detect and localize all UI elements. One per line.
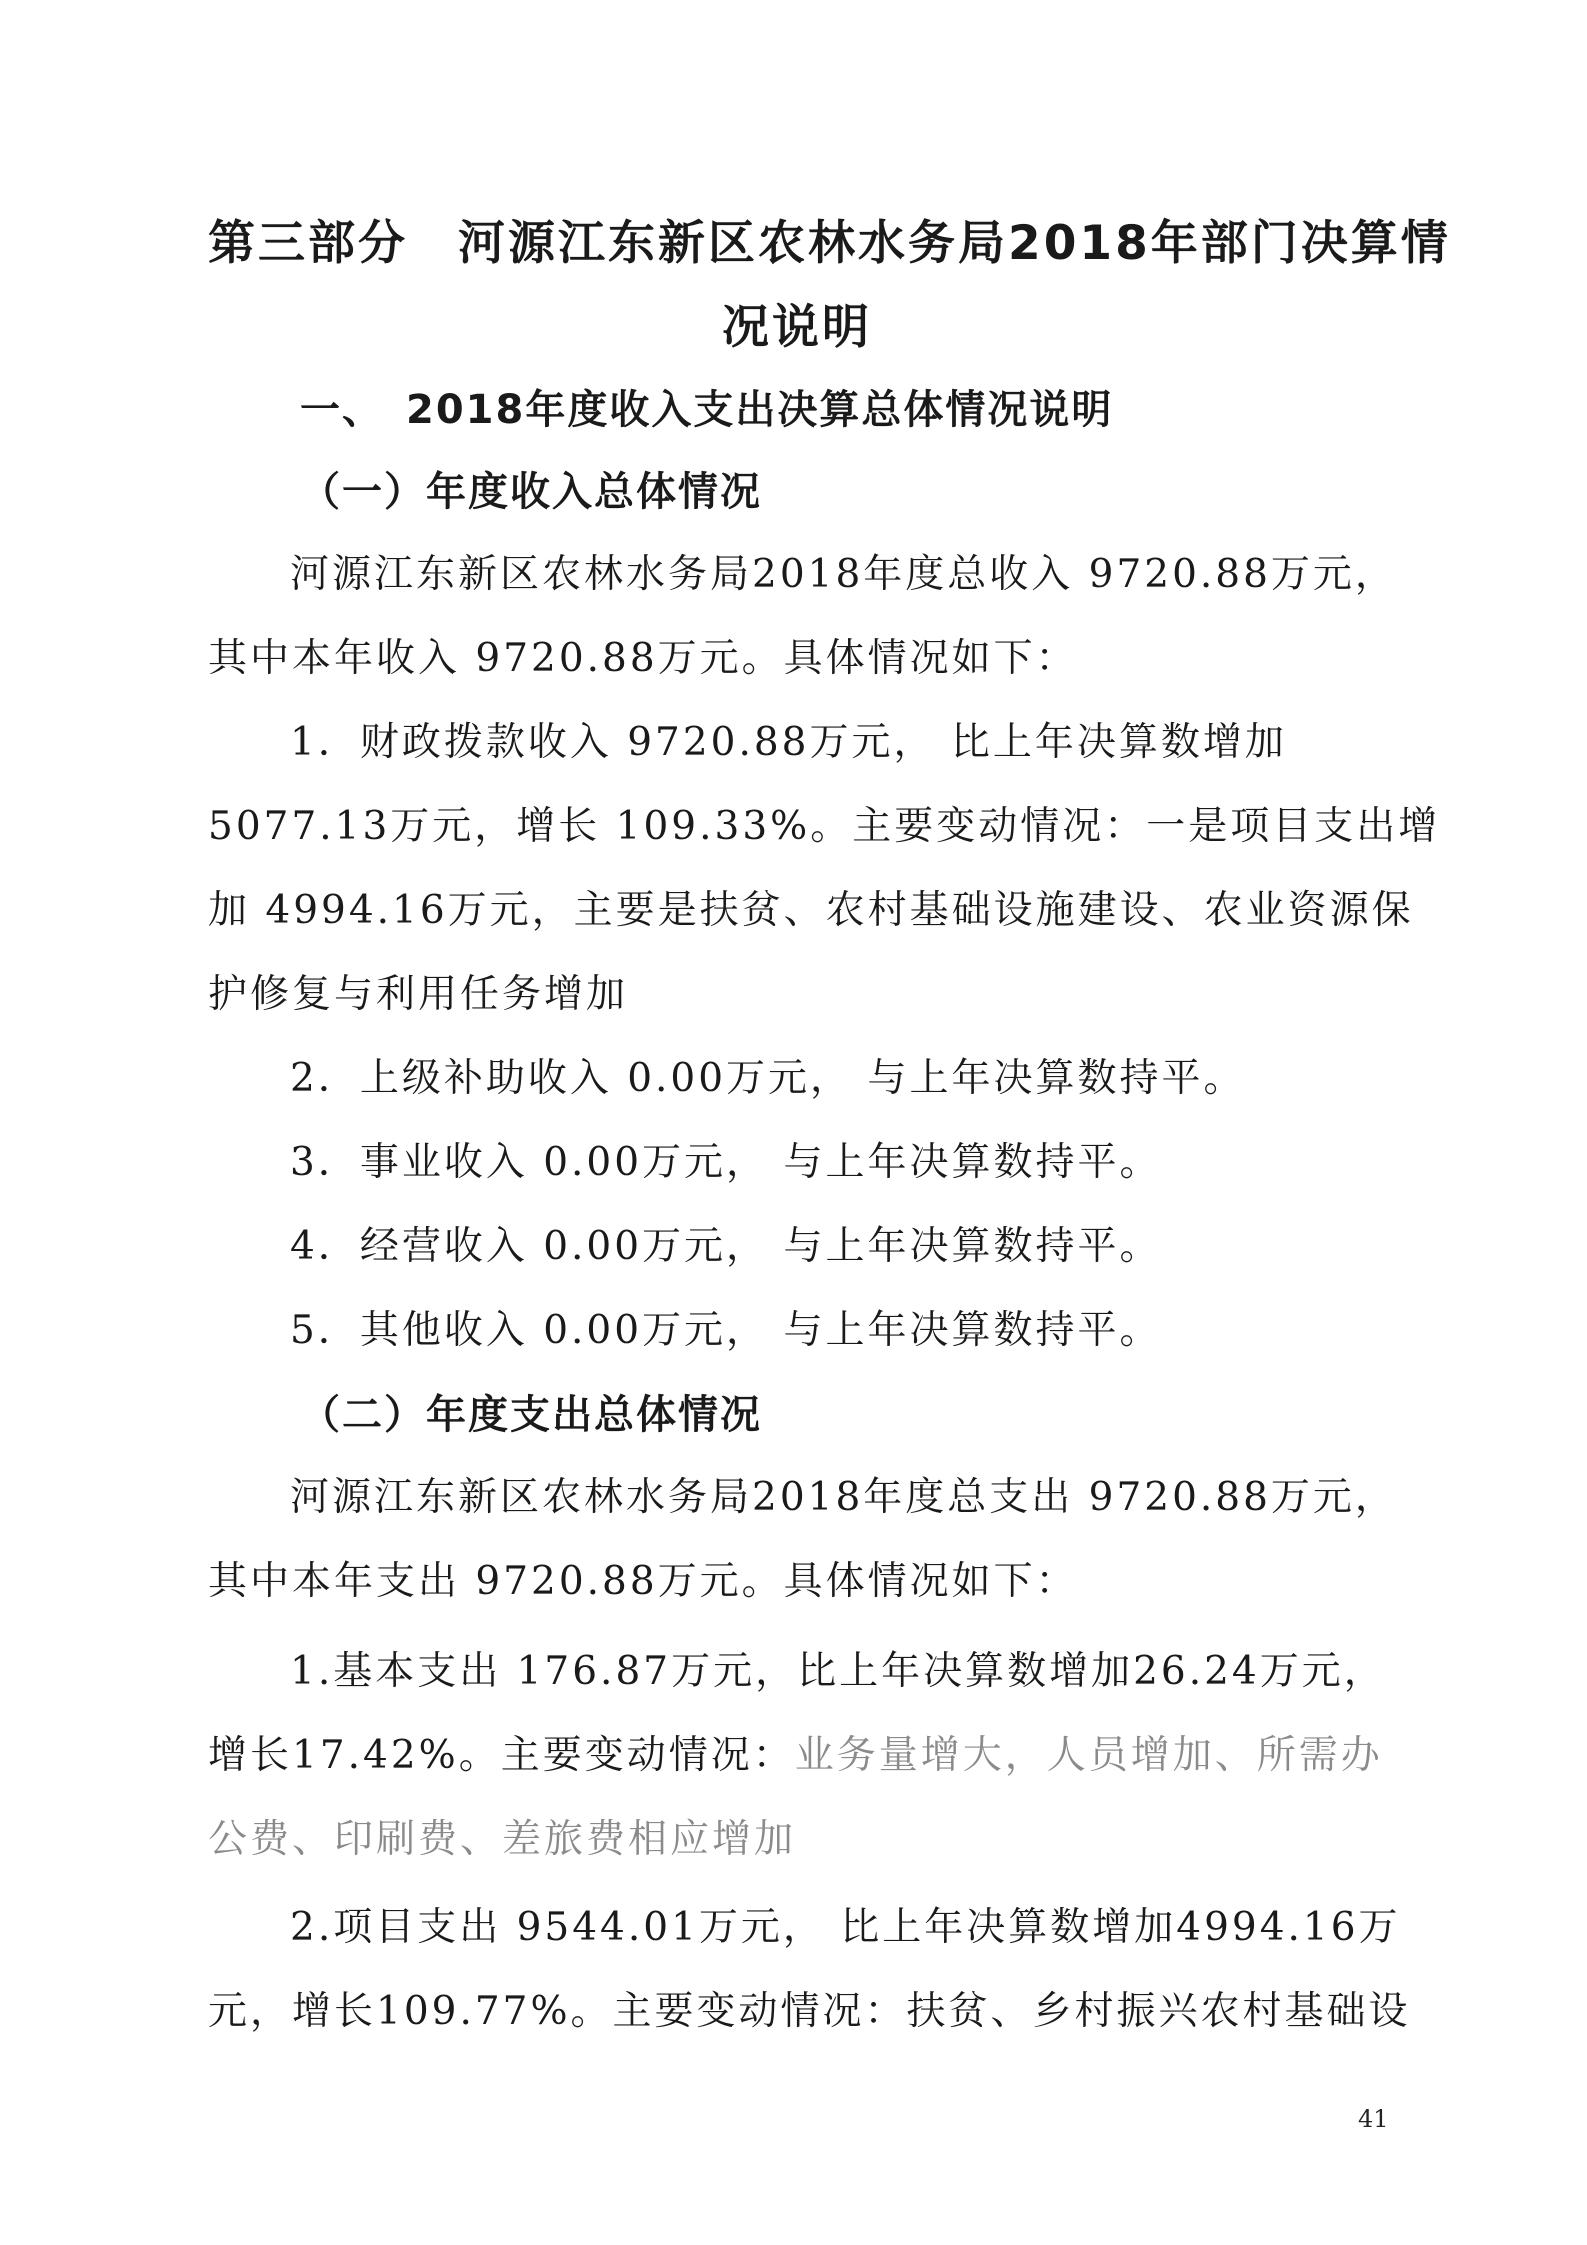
expenditure-item-2-line-2: 元，增长109.77%。主要变动情况：扶贫、乡村振兴农村基础设 <box>208 1989 1411 2034</box>
income-intro-line-1: 河源江东新区农林水务局2018年度总收入 9720.88万元， <box>290 552 1397 597</box>
page-number: 41 <box>1358 2105 1389 2133</box>
expenditure-item-1-line-1: 1.基本支出 176.87万元，比上年决算数增加26.24万元， <box>290 1649 1386 1694</box>
income-item-4: 4．经营收入 0.00万元， 与上年决算数持平。 <box>290 1224 1162 1269</box>
income-item-3: 3．事业收入 0.00万元， 与上年决算数持平。 <box>290 1140 1162 1185</box>
income-intro-line-2: 其中本年收入 9720.88万元。具体情况如下： <box>208 636 1078 681</box>
income-item-2: 2．上级补助收入 0.00万元， 与上年决算数持平。 <box>290 1056 1246 1101</box>
expenditure-intro-line-1: 河源江东新区农林水务局2018年度总支出 9720.88万元， <box>290 1475 1397 1520</box>
income-item-1-line-2: 5077.13万元，增长 109.33%。主要变动情况：一是项目支出增 <box>208 804 1441 849</box>
income-item-1-line-4: 护修复与利用任务增加 <box>208 972 629 1017</box>
expenditure-item-1-line-2 <box>208 1724 1383 1780</box>
expenditure-item-1-line-2-main: 增长17.42%。主要变动情况： <box>208 1733 795 1778</box>
expenditure-intro-line-2: 其中本年支出 9720.88万元。具体情况如下： <box>208 1559 1078 1604</box>
expenditure-item-2-line-1: 2.项目支出 9544.01万元， 比上年决算数增加4994.16万 <box>290 1905 1401 1950</box>
income-item-1-line-3: 加 4994.16万元，主要是扶贫、农村基础设施建设、农业资源保 <box>208 888 1414 933</box>
expenditure-item-1-line-2-detail: 业务量增大，人员增加、所需办 <box>794 1733 1383 1778</box>
document-title-line-1: 第三部分 河源江东新区农林水务局2018年部门决算情 <box>208 216 1451 271</box>
document-title-line-2: 况说明 <box>722 300 872 355</box>
subsection-heading-expenditure: （二）年度支出总体情况 <box>300 1392 762 1438</box>
section-heading-1: 一、 2018年度收入支出决算总体情况说明 <box>300 387 1114 433</box>
subsection-heading-income: （一）年度收入总体情况 <box>300 469 762 515</box>
income-item-5: 5．其他收入 0.00万元， 与上年决算数持平。 <box>290 1308 1162 1353</box>
income-item-1-line-1: 1．财政拨款收入 9720.88万元， 比上年决算数增加 <box>290 720 1287 765</box>
expenditure-item-1-line-3: 公费、印刷费、差旅费相应增加 <box>208 1817 797 1862</box>
